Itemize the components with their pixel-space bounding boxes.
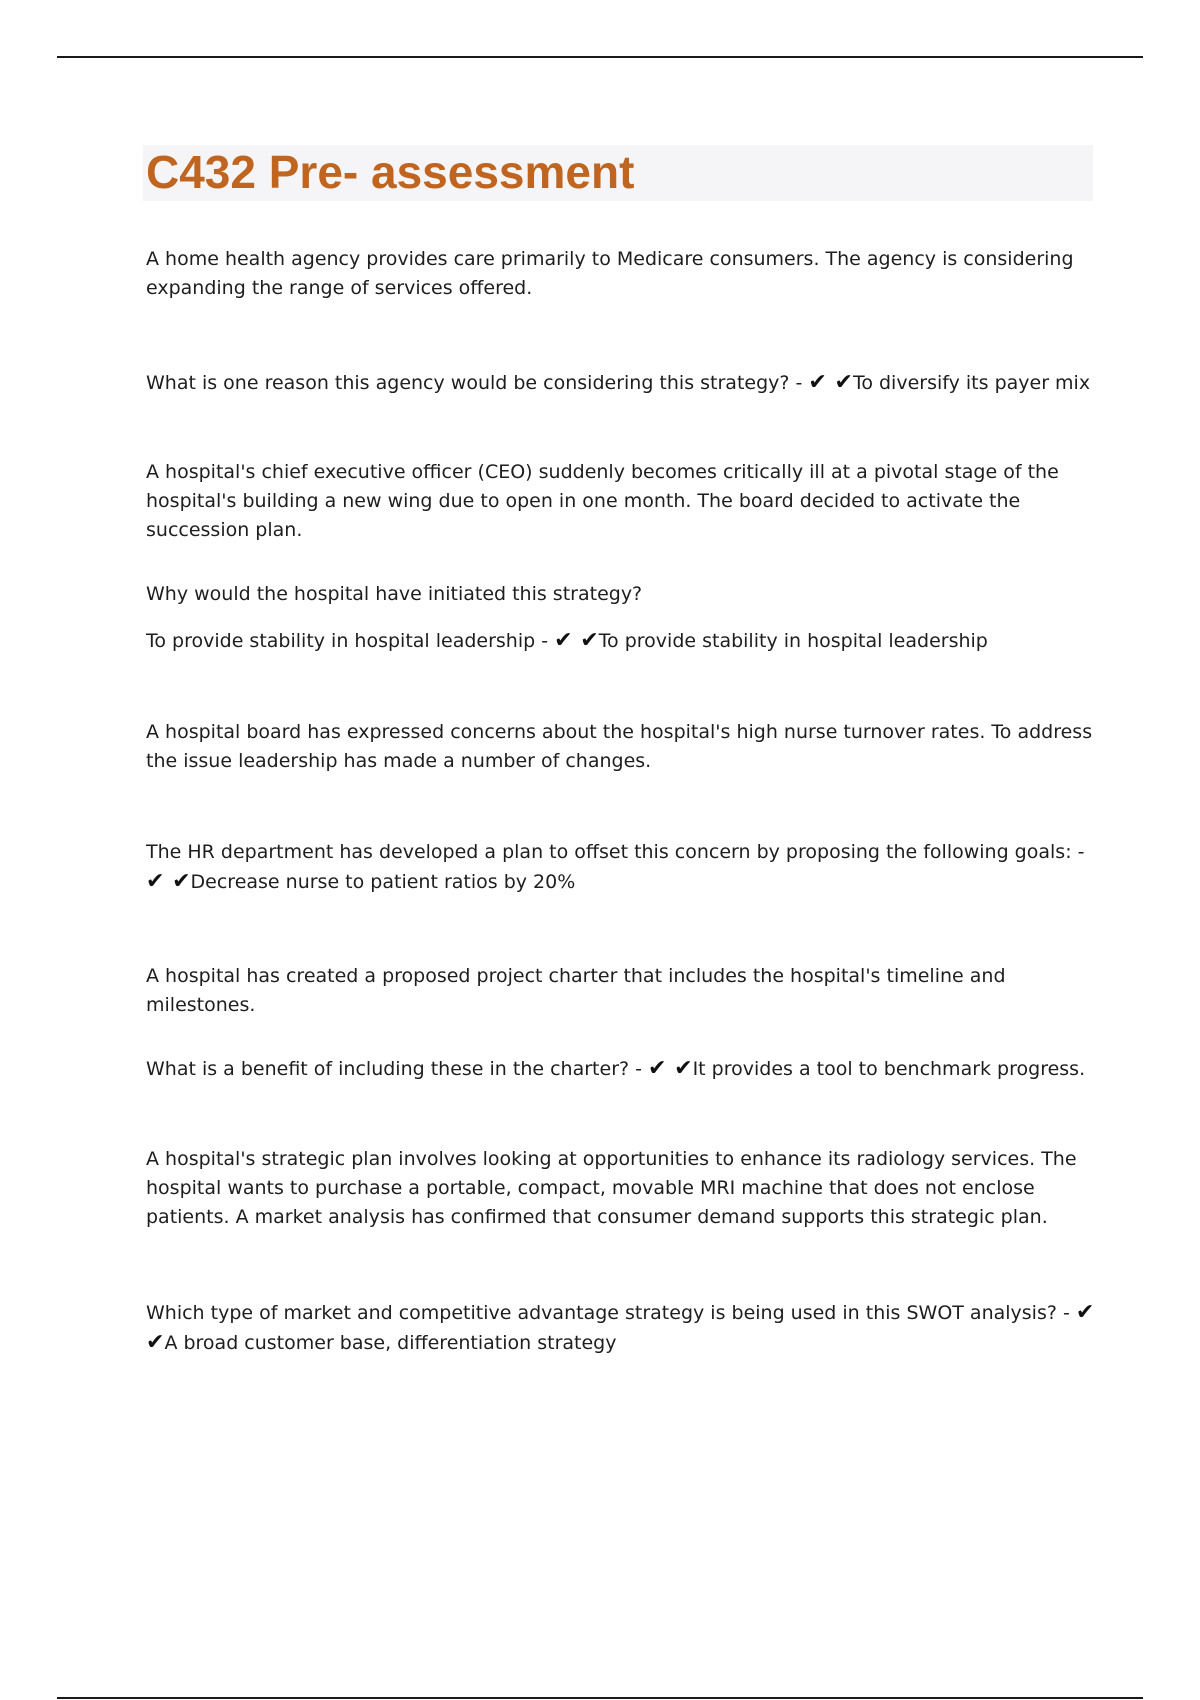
check-mark-icon: ✔ ✔: [554, 628, 599, 653]
question-text: Which type of market and competitive advantage strategy is being used in this SWOT analysis? -: [146, 1302, 1070, 1324]
check-mark-icon: ✔ ✔: [146, 1300, 1095, 1355]
question-text: What is a benefit of including these in the charter? -: [146, 1058, 642, 1080]
footer-rule: [57, 1697, 1143, 1699]
answer-text: Decrease nurse to patient ratios by 20%: [190, 871, 576, 893]
qa-item-1: [146, 368, 1101, 398]
qa-item-4: [146, 1054, 1101, 1084]
answer-text: A broad customer base, differentiation strategy: [164, 1332, 617, 1354]
scenario-text-5: A hospital's strategic plan involves looking at opportunities to enhance its radiology services. The hospital wants to purchase a portable, compact, movable MRI machine that does not enclose patients. A market analysis has confirmed that consumer demand supports this strategic plan.: [146, 1148, 1077, 1228]
qa-item-2: [146, 626, 1101, 656]
scenario-text-1: A home health agency provides care primarily to Medicare consumers. The agency is considering expanding the range of services offered.: [146, 248, 1074, 299]
document-title: C432 Pre- assessment: [146, 146, 635, 198]
scenario-text-2: A hospital's chief executive officer (CEO) suddenly becomes critically ill at a pivotal stage of the hospital's building a new wing due to open in one month. The board decided to activate the succession plan.: [146, 461, 1059, 541]
check-mark-icon: ✔ ✔: [648, 1056, 693, 1081]
qa-item-3: [146, 838, 1101, 897]
answer-text: It provides a tool to benchmark progress.: [692, 1058, 1086, 1080]
answer-text: To provide stability in hospital leadership: [598, 630, 988, 652]
question-text-2: Why would the hospital have initiated this strategy?: [146, 583, 643, 605]
scenario-text-4: A hospital has created a proposed project charter that includes the hospital's timeline and milestones.: [146, 965, 1006, 1016]
question-text: What is one reason this agency would be considering this strategy? -: [146, 372, 803, 394]
check-mark-icon: ✔ ✔: [146, 869, 191, 894]
header-rule: [57, 56, 1143, 58]
check-mark-icon: ✔ ✔: [808, 370, 853, 395]
question-text: The HR department has developed a plan to offset this concern by proposing the following goals: -: [146, 841, 1085, 863]
question-text: To provide stability in hospital leadership -: [146, 630, 549, 652]
answer-text: To diversify its payer mix: [852, 372, 1091, 394]
qa-item-5: [146, 1298, 1101, 1358]
scenario-text-3: A hospital board has expressed concerns about the hospital's high nurse turnover rates. To address the issue leadership has made a number of changes.: [146, 721, 1093, 772]
